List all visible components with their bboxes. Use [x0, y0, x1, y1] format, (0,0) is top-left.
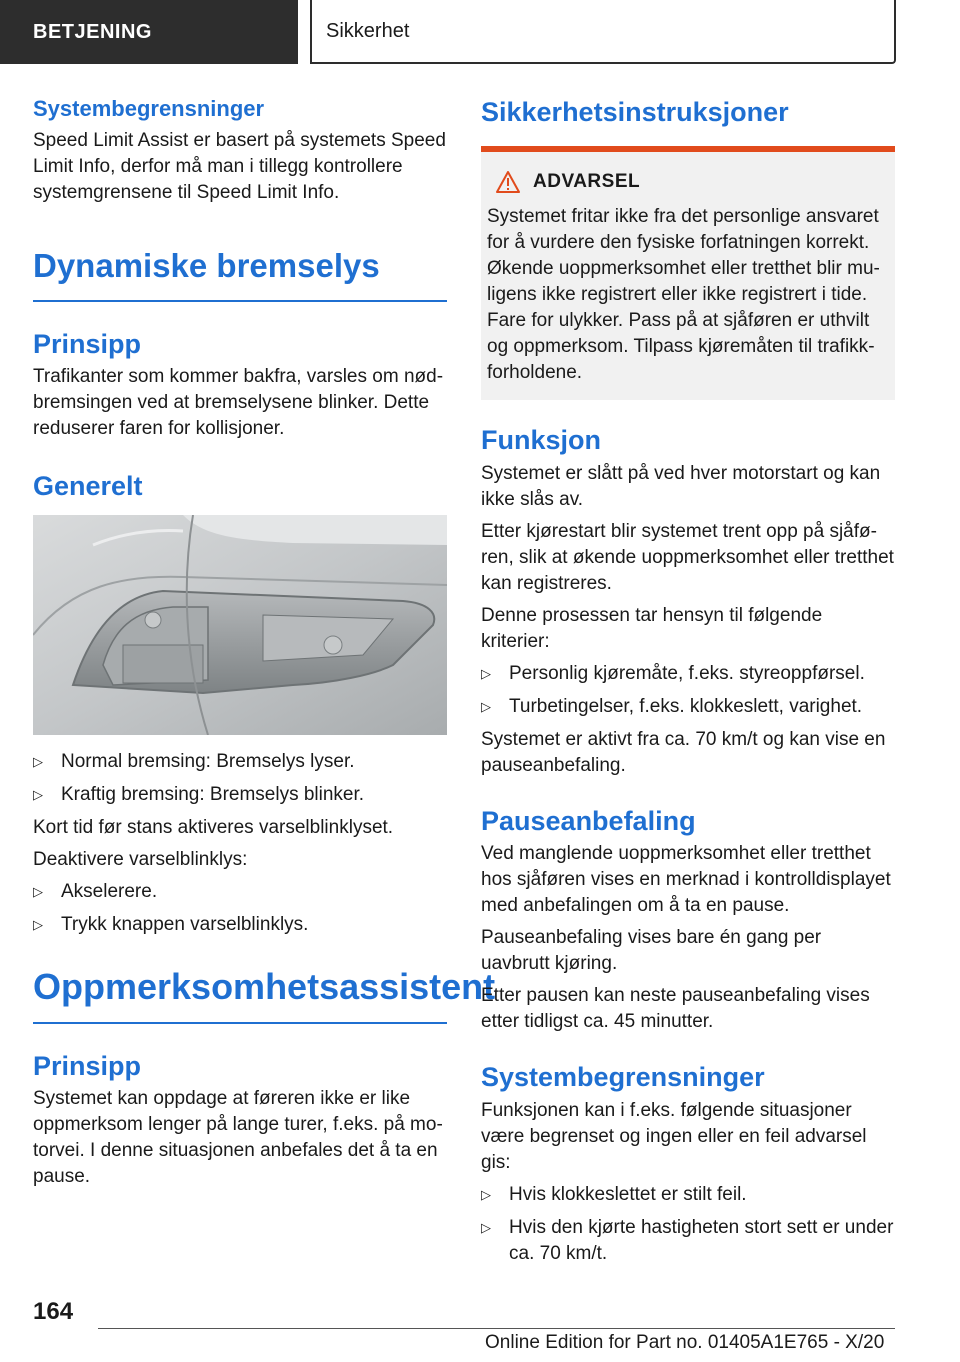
pause-text-3: Etter pausen kan neste pauseanbefaling vises etter tidligst ca. 45 minutter. — [481, 985, 870, 1033]
warning-label: ADVARSEL — [533, 171, 641, 193]
criteria-list — [481, 661, 895, 720]
funksjon-text-2: Etter kjørestart blir systemet trent opp på sjåføren, slik at økende uoppmerksomhet eller tretthet kan registreres. — [481, 520, 894, 594]
prinsipp-text: Trafikanter som kommer bakfra, varsles om nødbremsingen ved at bremselysene blinker. Dette reduserer faren for kollisjoner. — [33, 366, 444, 440]
dynamiske-bremselys-heading: Dynamiske bremselys — [33, 247, 380, 285]
triangle-right-outline-icon: ▷ — [481, 1186, 491, 1202]
footer-rule — [98, 1328, 895, 1329]
edition-text: Online Edition for Part no. 01405A1E765 - X/20 — [485, 1332, 885, 1353]
triangle-right-outline-icon: ▷ — [481, 665, 491, 681]
list-item: ▷ Turbetingelser, f.eks. klokkeslett, varighet. — [481, 694, 895, 720]
brake-list — [33, 749, 447, 808]
triangle-right-outline-icon: ▷ — [33, 786, 43, 802]
list-item: ▷ Trykk knappen varselblinklys. — [33, 912, 447, 938]
generelt-heading: Generelt — [33, 471, 143, 502]
list-item: ▷ Akselerere. — [33, 879, 447, 905]
funksjon-text-1: Systemet er slått på ved hver motorstart og kan ikke slås av. — [481, 462, 881, 510]
section-tab — [0, 0, 298, 64]
pauseanbefaling-heading: Pauseanbefaling — [481, 805, 696, 836]
systembegrensninger2-text: Funksjonen kan i f.eks. følgende situasjoner være begrenset og ingen eller en feil advarsel gis: — [481, 1099, 867, 1173]
triangle-right-outline-icon: ▷ — [33, 916, 43, 932]
list-item: ▷ Kraftig bremsing: Bremselys blinker. — [33, 782, 447, 808]
warning-text: Systemet fritar ikke fra det personlige ansvaret for å vurdere den fysiske forfatningen korrekt. Økende uoppmerksomhet eller tretthet blir muligens ikke registrert eller ikke registrert i tide. Fare for ulykker. Pass på at sjåføren er uthvilt og oppmerksom. Tilpass kjøremåten til trafikkforholdene. — [487, 206, 880, 384]
triangle-right-outline-icon: ▷ — [481, 1219, 491, 1235]
chapter-tab — [310, 0, 896, 64]
brake-light-illustration — [33, 515, 447, 735]
funksjon-heading: Funksjon — [481, 425, 601, 456]
left-column — [33, 96, 496, 1196]
triangle-right-outline-icon: ▷ — [481, 698, 491, 714]
chapter-title: Sikkerhet — [326, 19, 410, 42]
limits-list — [481, 1182, 895, 1267]
triangle-right-outline-icon: ▷ — [33, 883, 43, 899]
page-number: 164 — [33, 1298, 74, 1325]
funksjon-text-4: Systemet er aktivt fra ca. 70 km/t og kan vise en pauseanbefaling. — [481, 728, 886, 776]
systembegrensninger2-heading: Systembegrensninger — [481, 1062, 765, 1093]
list-item: ▷ Hvis klokkeslettet er stilt feil. — [481, 1182, 895, 1208]
warning-box — [481, 146, 895, 400]
varselblink-text: Kort tid før stans aktiveres varselblinklyset. — [33, 816, 394, 838]
pause-text-2: Pauseanbefaling vises bare én gang per uavbrutt kjøring. — [481, 927, 822, 975]
pause-text-1: Ved manglende uoppmerksomhet eller tretthet hos sjåføren vises en merknad i kontrolldisplayet med anbefalingen om å ta en pause. — [481, 843, 891, 917]
section-title: BETJENING — [33, 20, 152, 43]
deactivate-list — [33, 879, 447, 938]
list-item: ▷ Normal bremsing: Bremselys lyser. — [33, 749, 447, 775]
warning-triangle-icon — [495, 170, 521, 194]
funksjon-text-3: Denne prosessen tar hensyn til følgende kriterier: — [481, 604, 823, 652]
prinsipp2-text: Systemet kan oppdage at føreren ikke er like oppmerksom lenger på lange turer, f.eks. på motorvei. I denne situasjonen anbefales det å ta en pause. — [33, 1088, 443, 1188]
deaktivere-text: Deaktivere varselblinklys: — [33, 848, 248, 870]
prinsipp2-heading: Prinsipp — [33, 1050, 142, 1081]
right-column — [481, 96, 895, 1274]
systembegrensninger-heading: Systembegrensninger — [33, 96, 265, 121]
list-item: ▷ Hvis den kjørte hastigheten stort sett er under ca. 70 km/t. — [481, 1216, 894, 1264]
oppmerksomhetsassistent-heading: Oppmerksomhetsassistent — [33, 965, 496, 1007]
triangle-right-outline-icon: ▷ — [33, 753, 43, 769]
sikkerhetsinstruksjoner-heading: Sikkerhetsinstruksjoner — [481, 97, 789, 127]
systembegrensninger-text: Speed Limit Assist er basert på systemets Speed Limit Info, derfor må man i tillegg kontrollere systemgrensene til Speed Limit Info. — [33, 130, 446, 204]
prinsipp-heading: Prinsipp — [33, 328, 142, 359]
list-item: ▷ Personlig kjøremåte, f.eks. styreoppførsel. — [481, 661, 895, 687]
